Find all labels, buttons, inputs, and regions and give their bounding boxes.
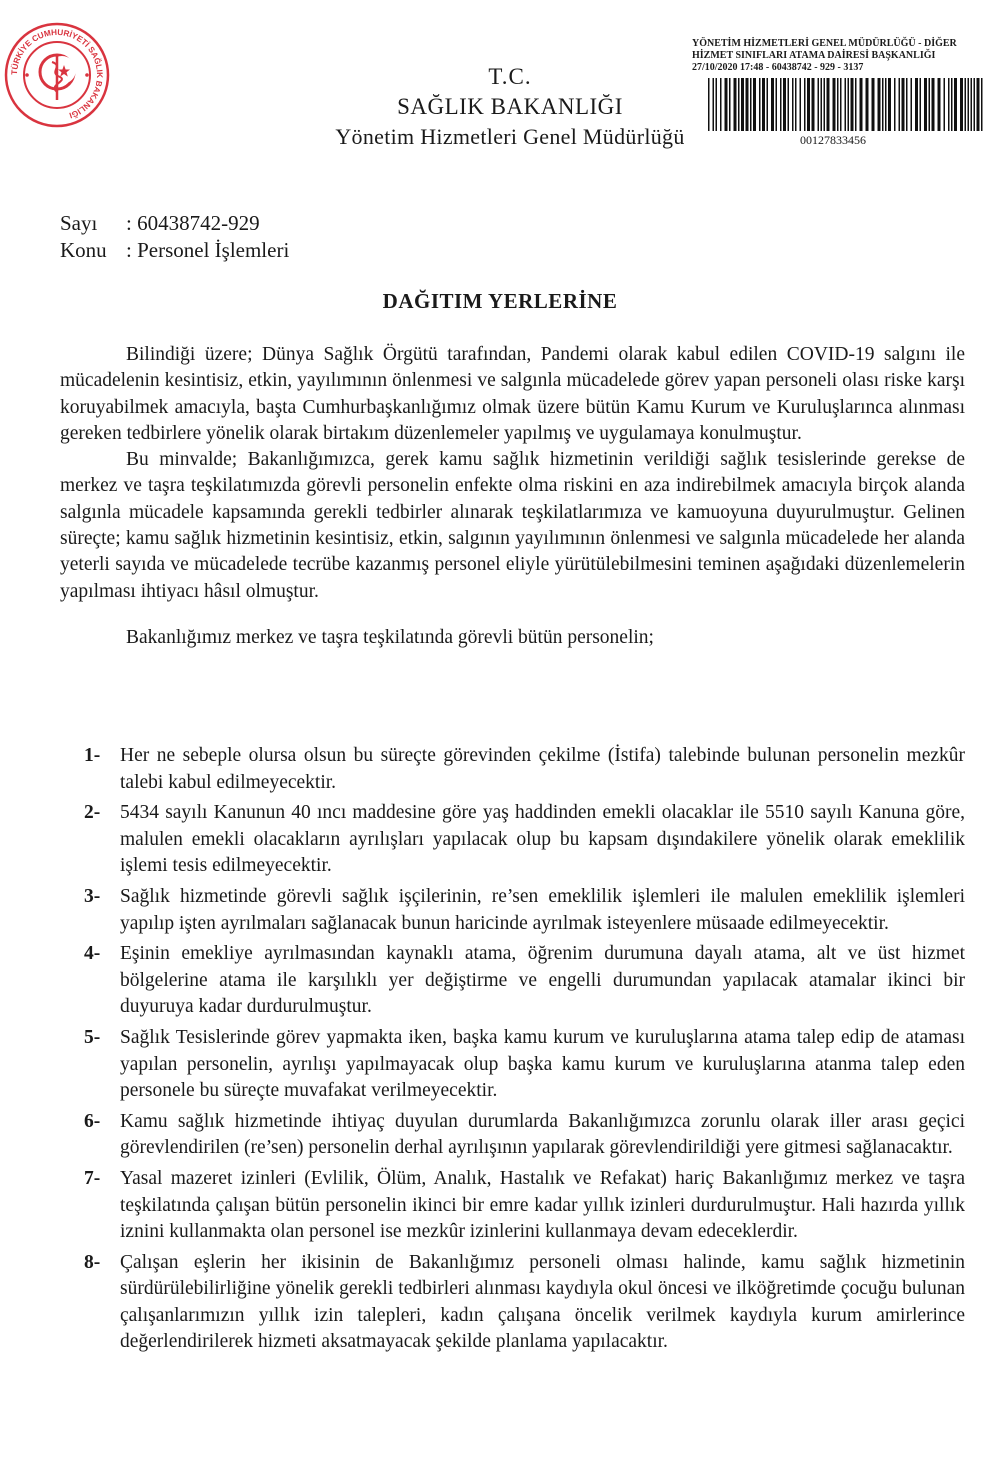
item-text: Eşinin emekliye ayrılmasından kaynaklı atama, öğrenim durumuna dayalı atama, alt ve üst hizmet bölgelerine atama ile karşılıklı yer değiştirme ve engelli durumundan yapılacak atamalar ikinci bir duyuruya kadar durdurulmuştur. xyxy=(120,943,965,1018)
item-text: Çalışan eşlerin her ikisinin de Bakanlığımız personeli olması halinde, kamu sağlık hizmetinin sürdürülebilirliğine yönelik gerekli tedbirleri alınması kaydıyla okul öncesi ve ilköğretimde çocuğu bulunan çalışanlarımızın yıllık izin talepleri, kadın çalışana öncelik verilmek kaydıyla kurum amirlerince değerlendirilerek hizmeti aksatmayacak şekilde planlama yapılacaktır. xyxy=(120,1251,965,1353)
list-item xyxy=(84,1109,965,1162)
list-item xyxy=(84,884,965,937)
sayi-value: : 60438742-929 xyxy=(126,211,260,235)
item-text: Sağlık hizmetinde görevli sağlık işçilerinin, re’sen emeklilik işlemleri ile malulen emeklilik işlemleri yapılıp işten ayrılmaları sağlanacak bunun haricinde ayrılmak isteyenlere müsaade edilmeyecektir. xyxy=(120,885,965,934)
list-item xyxy=(84,1166,965,1246)
item-number: 1- xyxy=(84,745,101,766)
letterhead-tc: T.C. xyxy=(488,64,532,89)
konu-value: : Personel İşlemleri xyxy=(126,238,290,262)
stamp-line-3: 27/10/2020 17:48 - 60438742 - 929 - 3137 xyxy=(692,62,864,73)
item-text: 5434 sayılı Kanunun 40 ıncı maddesine göre yaş haddinden emekli olacaklar ile 5510 sayılı Kanuna göre, malulen emekli olacakların ayrılışları yapılacak olup bu kapsam dışındakilere yönelik olarak emeklilik işlemi tesis edilmeyecektir. xyxy=(120,802,965,877)
item-text: Kamu sağlık hizmetinde ihtiyaç duyulan durumlarda Bakanlığımızca zorunlu olarak iller arası geçici görevlendirilen (re’sen) personelin derhal ayrılışının yapılarak görevlendirildiği yere gitmesi sağlanacaktır. xyxy=(120,1110,965,1159)
list-item xyxy=(84,743,965,796)
item-text: Yasal mazeret izinleri (Evlilik, Ölüm, Analık, Hastalık ve Refakat) hariç Bakanlığımız merkez ve taşra teşkilatında çalışan bütün personelin ikinci bir emre kadar yıllık izinleri durdurulmuştur. Hali hazırda yıllık iznini kullanmakta olan personel ise mezkûr izinlerini kullanmaya devam edeceklerdir. xyxy=(120,1167,965,1243)
paragraph: Bilindiği üzere; Dünya Sağlık Örgütü tarafından, Pandemi olarak kabul edilen COVID-19 salgını ile mücadelenin kesintisiz, etkin, yayılımının önlenmesi ve salgınla mücadelede görev yapan personeli olası riske karşı koruyabilmek amacıyla, başta Cumhurbaşkanlığımız olmak üzere bütün Kamu Kurum ve Kuruluşlarınca alınması gereken tedbirlere yönelik olarak birtakım düzenlemeler yapılmış ve uygulamaya konulmuştur. xyxy=(60,344,965,444)
item-number: 7- xyxy=(84,1167,101,1189)
measures-list xyxy=(84,743,965,1360)
registry-stamp xyxy=(692,38,992,74)
item-text: Sağlık Tesislerinde görev yapmakta iken, başka kamu kurum ve kuruluşlarına atama talep edip de ataması yapılan personelin, ayrılışı yapılmayacak olup başka kamu kurum ve kuruluşlarına atanma talep eden personele bu süreçte muvafakat verilmeyecektir. xyxy=(120,1026,965,1102)
document-meta xyxy=(60,210,289,264)
letterhead xyxy=(300,62,720,152)
list-intro: Bakanlığımız merkez ve taşra teşkilatında görevli bütün personelin; xyxy=(126,626,654,648)
konu-label: Konu xyxy=(60,238,107,262)
list-item xyxy=(84,800,965,880)
item-number: 4- xyxy=(84,943,101,965)
barcode-number: 00127833456 xyxy=(800,133,866,147)
ministry-seal-icon xyxy=(2,20,112,130)
letterhead-ministry: SAĞLIK BAKANLIĞI xyxy=(397,94,623,119)
item-number: 5- xyxy=(84,1026,101,1048)
item-number: 2- xyxy=(84,802,101,824)
item-number: 6- xyxy=(84,1110,101,1132)
list-item xyxy=(84,941,965,1021)
stamp-line-2: HİZMET SINIFLARI ATAMA DAİRESİ BAŞKANLIĞI xyxy=(692,50,936,61)
document-title: DAĞITIM YERLERİNE xyxy=(382,289,618,313)
list-item xyxy=(84,1025,965,1105)
stamp-line-1: YÖNETİM HİZMETLERİ GENEL MÜDÜRLÜĞÜ - DİĞER xyxy=(692,38,957,49)
sayi-label: Sayı xyxy=(60,211,98,235)
barcode-icon xyxy=(708,78,986,131)
item-number: 8- xyxy=(84,1251,101,1273)
letterhead-directorate: Yönetim Hizmetleri Genel Müdürlüğü xyxy=(335,124,685,149)
seal-ring-text: TÜRKİYE CUMHURİYETİ SAĞLIK BAKANLIĞI xyxy=(9,27,105,120)
item-text: Her ne sebeple olursa olsun bu süreçte görevinden çekilme (İstifa) talebinde bulunan personelin mezkûr talebi kabul edilmeyecektir. xyxy=(120,745,965,793)
list-item xyxy=(84,1250,965,1356)
document-body xyxy=(60,342,965,651)
paragraph: Bu minvalde; Bakanlığımızca, gerek kamu sağlık hizmetinin verildiği sağlık tesislerinde gerekse de merkez ve taşra teşkilatımızda görevli personelin enfekte olma riskini en aza indirebilmek amacıyla birçok alanda salgınla mücadele kapsamında gerekli tedbirler alınarak teşkilatlarımıza ve kamuoyuna duyurulmuştur. Gelinen süreçte; kamu sağlık hizmetinin kesintisiz, etkin, salgının yayılımının önlenmesi ve salgınla mücadelede her alanda yeterli sayıda ve mücadelede tecrübe kazanmış personel eliyle yürütülebilmesini teminen aşağıdaki düzenlemelerin yapılması ihtiyacı hâsıl olmuştur. xyxy=(60,449,965,602)
item-number: 3- xyxy=(84,885,101,907)
